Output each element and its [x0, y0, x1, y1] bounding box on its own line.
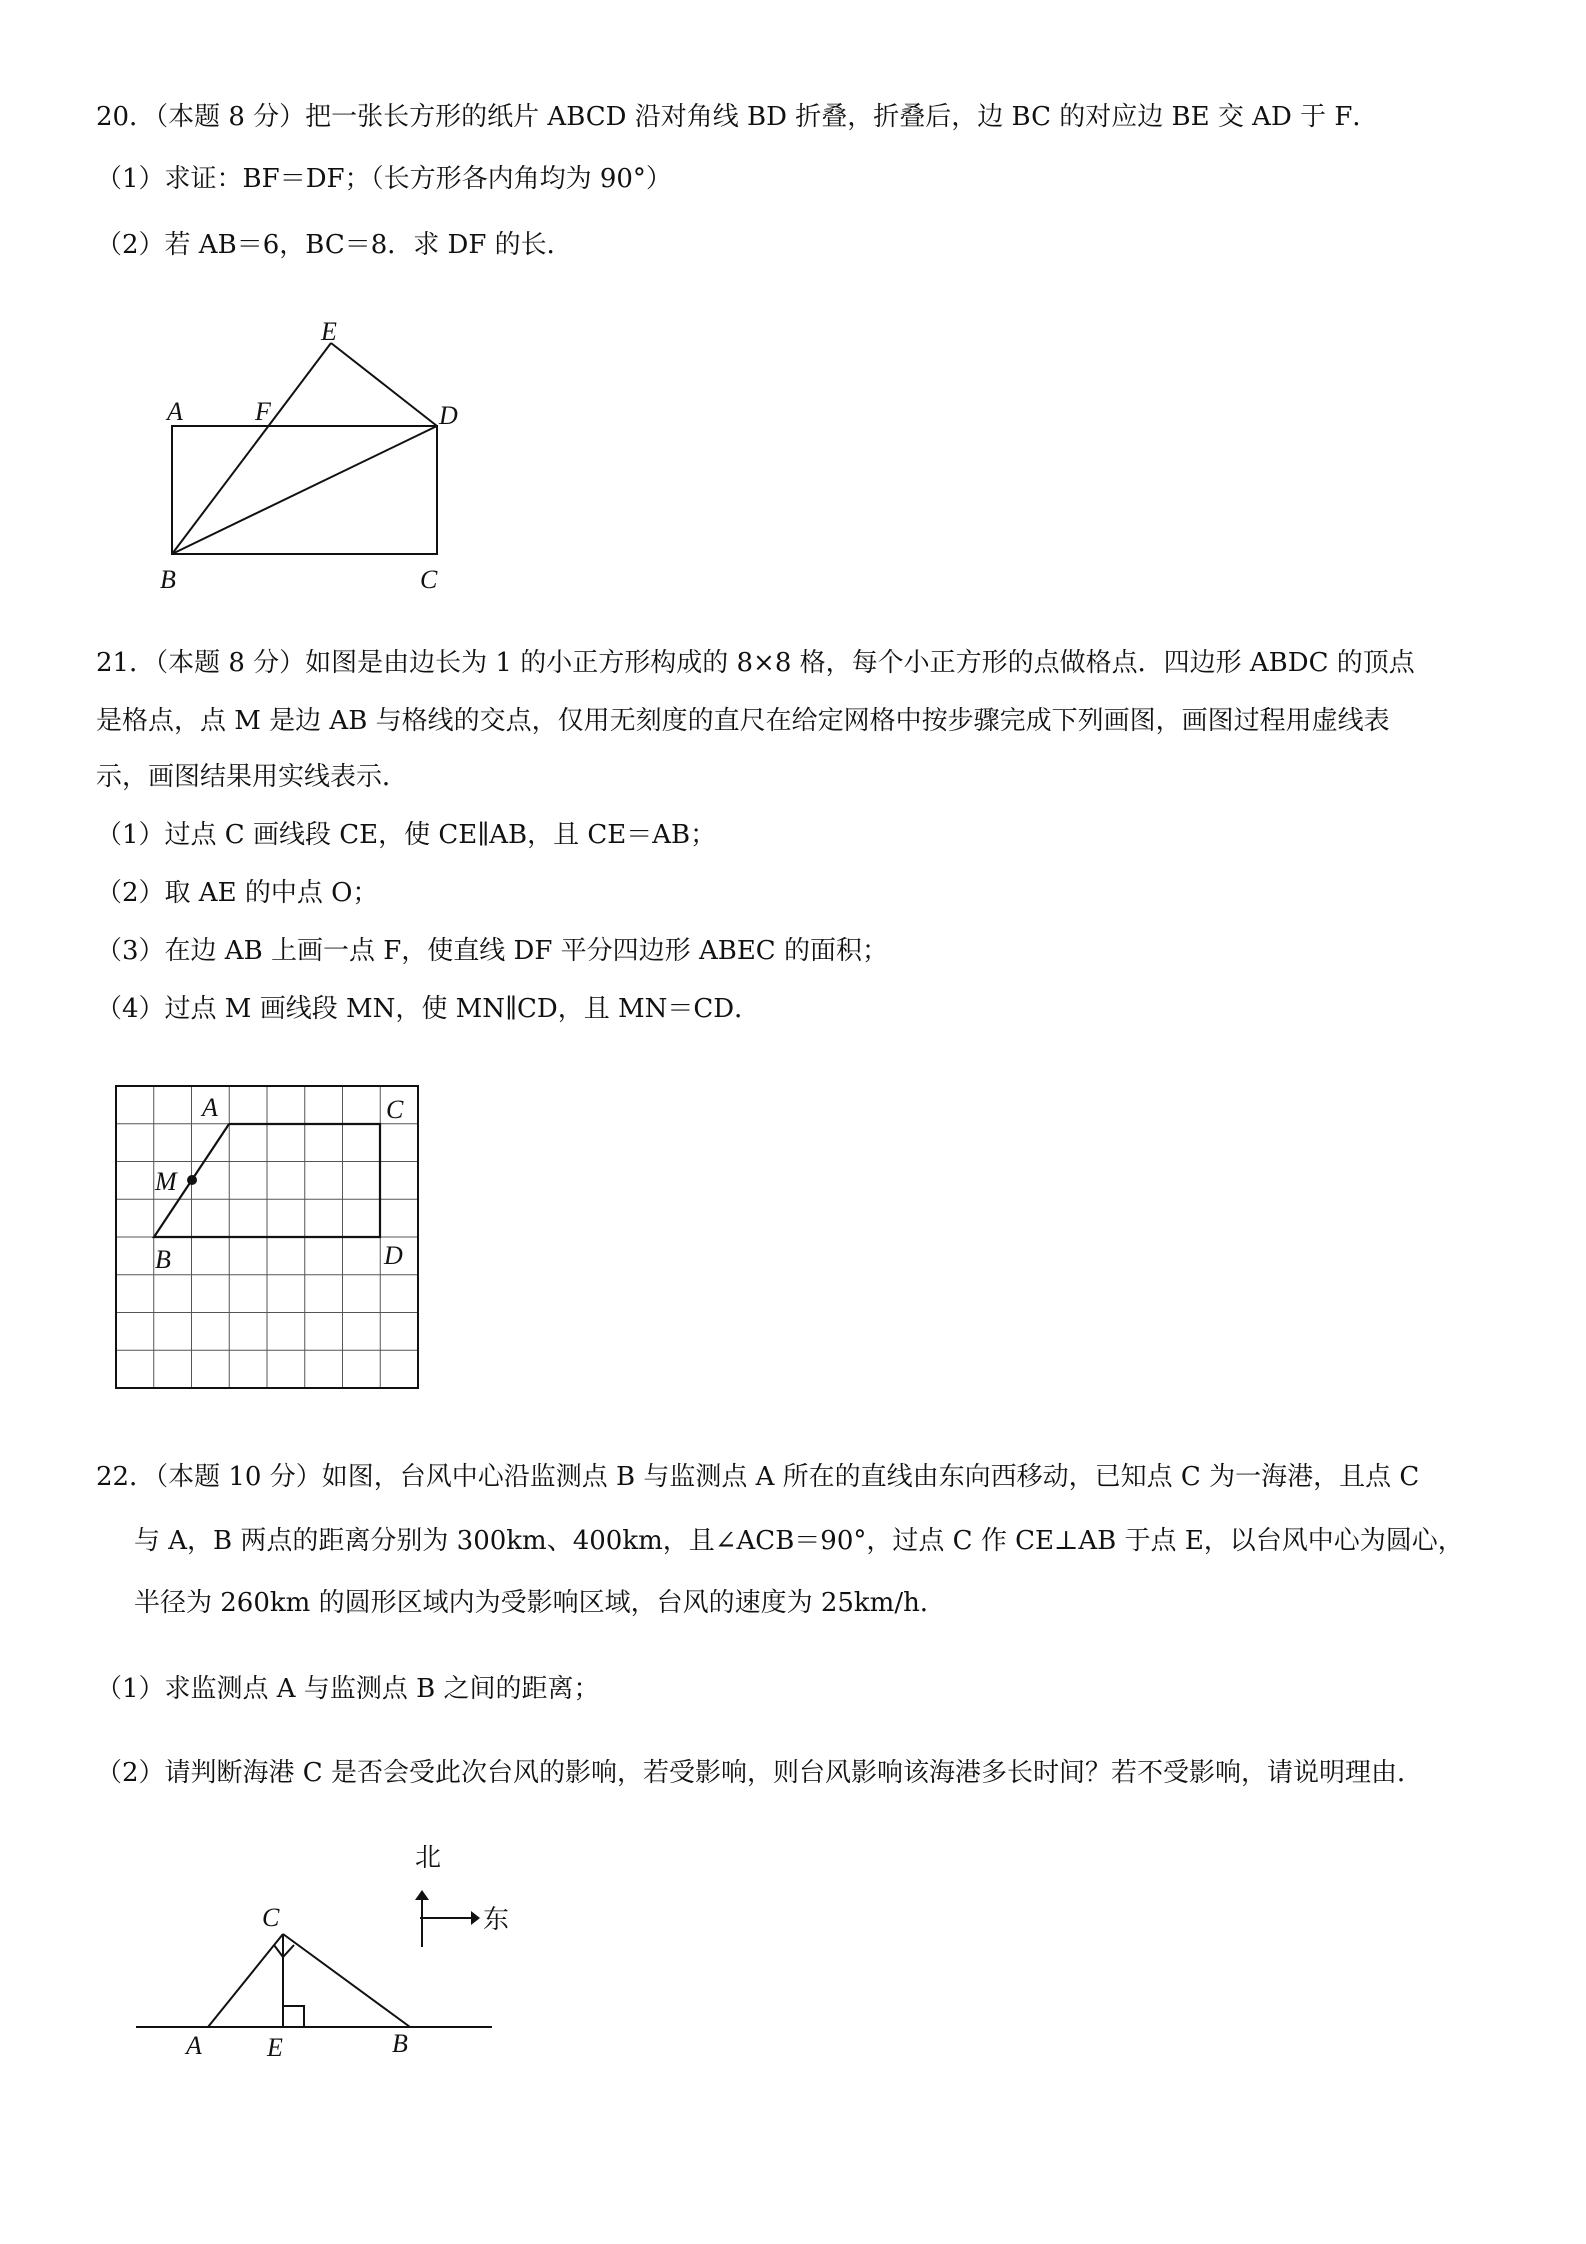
right-angle-mark-e	[283, 2006, 304, 2027]
fig-label-c: C	[262, 1903, 280, 1932]
q22-stem-line3: 半径为 260km 的圆形区域内为受影响区域，台风的速度为 25km/h．	[134, 1588, 946, 1618]
label-a: A	[167, 397, 183, 426]
q21-stem-line2: 是格点，点 M 是边 AB 与格线的交点，仅用无刻度的直尺在给定网格中按步骤完成下列画图，画图过程用虚线表	[96, 706, 1390, 736]
label-f: F	[255, 397, 271, 426]
north-arrow-head	[415, 1890, 429, 1900]
fig-label-north: 北	[415, 1843, 442, 1872]
q21-part1: （1）过点 C 画线段 CE，使 CE∥AB，且 CE＝AB；	[96, 820, 717, 850]
q22-stem-line2: 与 A，B 两点的距离分别为 300km、400km，且∠ACB＝90°，过点 C 作 CE⊥AB 于点 E，以台风中心为圆心，	[134, 1526, 1464, 1556]
q22-part2: （2）请判断海港 C 是否会受此次台风的影响，若受影响，则台风影响该海港多长时间？若不受影响，请说明理由．	[96, 1758, 1423, 1788]
fig-label-east: 东	[483, 1905, 510, 1934]
grid-label-b: B	[155, 1245, 171, 1274]
q21-stem-line3: 示，画图结果用实线表示．	[96, 762, 409, 792]
fig-label-a: A	[186, 2031, 202, 2060]
q21-part4: （4）过点 M 画线段 MN，使 MN∥CD，且 MN＝CD．	[96, 994, 761, 1024]
east-arrow-head	[471, 1911, 480, 1925]
fig-label-e: E	[267, 2033, 283, 2062]
segment-cb	[283, 1934, 410, 2027]
grid-label-c: C	[386, 1095, 404, 1124]
q21-stem-line1: 21．（本题 8 分）如图是由边长为 1 的小正方形构成的 8×8 格，每个小正方形的点做格点．四边形 ABDC 的顶点	[96, 648, 1415, 678]
q20-part2: （2）若 AB＝6，BC＝8．求 DF 的长．	[96, 230, 573, 260]
segment-ca	[208, 1934, 283, 2027]
q22-part1: （1）求监测点 A 与监测点 B 之间的距离；	[96, 1674, 600, 1704]
q21-part3: （3）在边 AB 上画一点 F，使直线 DF 平分四边形 ABEC 的面积；	[96, 936, 888, 966]
grid-label-a: A	[202, 1093, 218, 1122]
q20-part1: （1）求证：BF＝DF；（长方形各内角均为 90°）	[96, 164, 672, 194]
grid-label-d: D	[384, 1241, 403, 1270]
label-b: B	[160, 565, 176, 594]
label-d: D	[439, 401, 458, 430]
q21-part2: （2）取 AE 的中点 O；	[96, 878, 379, 908]
label-e: E	[321, 317, 337, 346]
q20-stem: 20．（本题 8 分）把一张长方形的纸片 ABCD 沿对角线 BD 折叠，折叠后，边 BC 的对应边 BE 交 AD 于 F．	[96, 102, 1379, 132]
grid-label-m: M	[155, 1167, 177, 1196]
label-c: C	[420, 565, 438, 594]
q22-stem-line1: 22．（本题 10 分）如图，台风中心沿监测点 B 与监测点 A 所在的直线由东向西移动，已知点 C 为一海港，且点 C	[96, 1462, 1420, 1492]
fig-label-b: B	[392, 2029, 408, 2058]
